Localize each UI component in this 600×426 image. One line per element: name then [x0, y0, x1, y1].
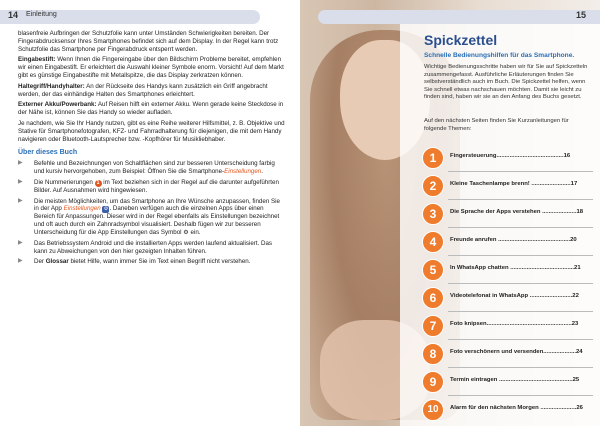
- number-badge-icon: 7: [422, 315, 444, 337]
- topic-row[interactable]: 5 In WhatsApp chatten .......................................21: [422, 259, 592, 281]
- chapter-title: Einleitung: [26, 11, 57, 18]
- divider: [448, 255, 593, 256]
- list-item: ▶ Die meisten Möglichkeiten, um das Smartphone an Ihre Wünsche anzupassen, finden Sie in der App Einstellungen ⚙. Daneben verfügen auch die einzelnen Apps über einen Bereich für Anpassungen. Dieser wird in der Regel ebenfalls als Einstellungen bezeichnet und oft auch durch ein Zahnradsymbol visualisiert. Deshalb fügen wir zur besseren Unterscheidung für die App Einstellungen das Symbol ⚙ ein.: [18, 198, 286, 237]
- divider: [448, 311, 593, 312]
- topic-row[interactable]: 6 Videotelefonat in WhatsApp ..........................22: [422, 287, 592, 309]
- right-header-bar: [318, 10, 600, 24]
- topic-row[interactable]: 9 Termin eintragen .............................................25: [422, 371, 592, 393]
- list-item: ▶ Das Betriebssystem Android und die installierten Apps werden laufend aktualisiert. Das kann zu Abweichungen von den hier gezeigten Inhalten führen.: [18, 240, 286, 256]
- page-title: Spickzettel: [424, 32, 498, 48]
- divider: [448, 227, 593, 228]
- left-body: [18, 30, 286, 269]
- section-title: Über dieses Buch: [18, 149, 78, 157]
- right-page: [300, 0, 600, 426]
- right-page-number: 15: [576, 10, 587, 20]
- number-badge-icon: 3: [422, 203, 444, 225]
- divider: [448, 171, 593, 172]
- number-badge-icon: 8: [422, 343, 444, 365]
- topic-row[interactable]: 2 Kleine Taschenlampe brenn! ........................17: [422, 175, 592, 197]
- number-badge-icon: 9: [422, 371, 444, 393]
- page-subtitle: Schnelle Bedienungshilfen für das Smartphone.: [424, 52, 575, 59]
- divider: [448, 339, 593, 340]
- akku-paragraph: Externer Akku/Powerbank: Auf Reisen hilft ein externer Akku. Wenn gerade keine Steckdose in der Nähe ist, können Sie das Handy so wieder aufladen.: [18, 101, 284, 117]
- topic-row[interactable]: 1 Fingersteuerung.........................................16: [422, 147, 592, 169]
- topic-row[interactable]: 4 Freunde anrufen ............................................20: [422, 231, 592, 253]
- intro-text: Wichtige Bedienungsschritte haben wir für Sie auf Spickzetteln zusammengefasst. Ausführliche Erläuterungen finden Sie selbstverständlich auch im Buch. Die Spickzettel helfen, wenn Sie schnell etwas nachschauen möchten. Damit sie leicht zu finden sind, haben wir sie an den Anfang des Buchs gesetzt.: [424, 64, 588, 101]
- list-item: ▶ Der Glossar bietet Hilfe, wann immer Sie im Text einen Begriff nicht verstehen.: [18, 258, 286, 266]
- haltegriff-paragraph: Haltegriff/Handyhalter: An der Rückseite des Handys kann zusätzlich ein Griff angebracht werden, der das einhändige Halten des Smartphones erleichtert.: [18, 82, 268, 98]
- number-badge-icon: 2: [422, 175, 444, 197]
- number-badge-icon: 4: [422, 231, 444, 253]
- topic-row[interactable]: 8 Foto verschönern und versenden....................24: [422, 343, 592, 365]
- divider: [448, 367, 593, 368]
- divider: [448, 199, 593, 200]
- topic-row[interactable]: 7 Foto knipsen....................................................23: [422, 315, 592, 337]
- settings-gear-icon: ⚙: [103, 206, 109, 213]
- number-badge-icon: 1: [422, 147, 444, 169]
- eingabestift-paragraph: Eingabestift: Wenn Ihnen die Fingereingabe über den Bildschirm Probleme bereitet, empfehlen wir einen Eingabestift. Er erleichtert die Auswahl kleiner Symbole enorm. Vorsicht! Auf dem Markt gibt es günstige Eingabestifte mit Metallspitze, die das Display zerkratzen können.: [18, 56, 284, 79]
- number-badge-icon: 1: [95, 180, 102, 187]
- divider: [448, 395, 593, 396]
- lead-text: Auf den nächsten Seiten finden Sie Kurzanleitungen für folgende Themen:: [424, 118, 569, 132]
- number-badge-icon: 5: [422, 259, 444, 281]
- left-page-number: 14: [8, 10, 19, 20]
- hilfsmittel-paragraph: Je nachdem, wie Sie Ihr Handy nutzen, gibt es eine Reihe weiterer Hilfsmittel, z. B. Objektive und Stative für Smartphonefotografen, KFZ- und Fahrradhalterung für diejenigen, die mit dem Handy navigieren oder Bluetooth-Lautsprecher bzw. -Kopfhörer für Musikliebhaber.: [18, 119, 285, 143]
- list-item: ▶ Befehle und Bezeichnungen von Schaltflächen sind zur besseren Unterscheidung farbig und kursiv hervorgehoben, zum Beispiel: Öffnen Sie die Smartphone-Einstellungen.: [18, 160, 286, 176]
- number-badge-icon: 10: [422, 399, 444, 421]
- divider: [448, 283, 593, 284]
- topic-row[interactable]: 10 Alarm für den nächsten Morgen ......................26: [422, 399, 592, 421]
- number-badge-icon: 6: [422, 287, 444, 309]
- list-item: ▶ Die Nummerierungen 1 im Text beziehen sich in der Regel auf die darunter aufgeführten Bilder. Auf Ausnahmen wird hingewiesen.: [18, 179, 286, 195]
- topic-row[interactable]: 3 Die Sprache der Apps verstehen .....................18: [422, 203, 592, 225]
- paragraph: blasenfreie Aufbringen der Schutzfolie kann unter Umständen Schwierigkeiten bereiten. Der Fingerabdrucksensor Ihres Smartphones befindet sich auf dem Display. In der Regel kann trotz Schutzfolie das Smartphone per Fingerabdruck entsperrt werden.: [18, 30, 279, 53]
